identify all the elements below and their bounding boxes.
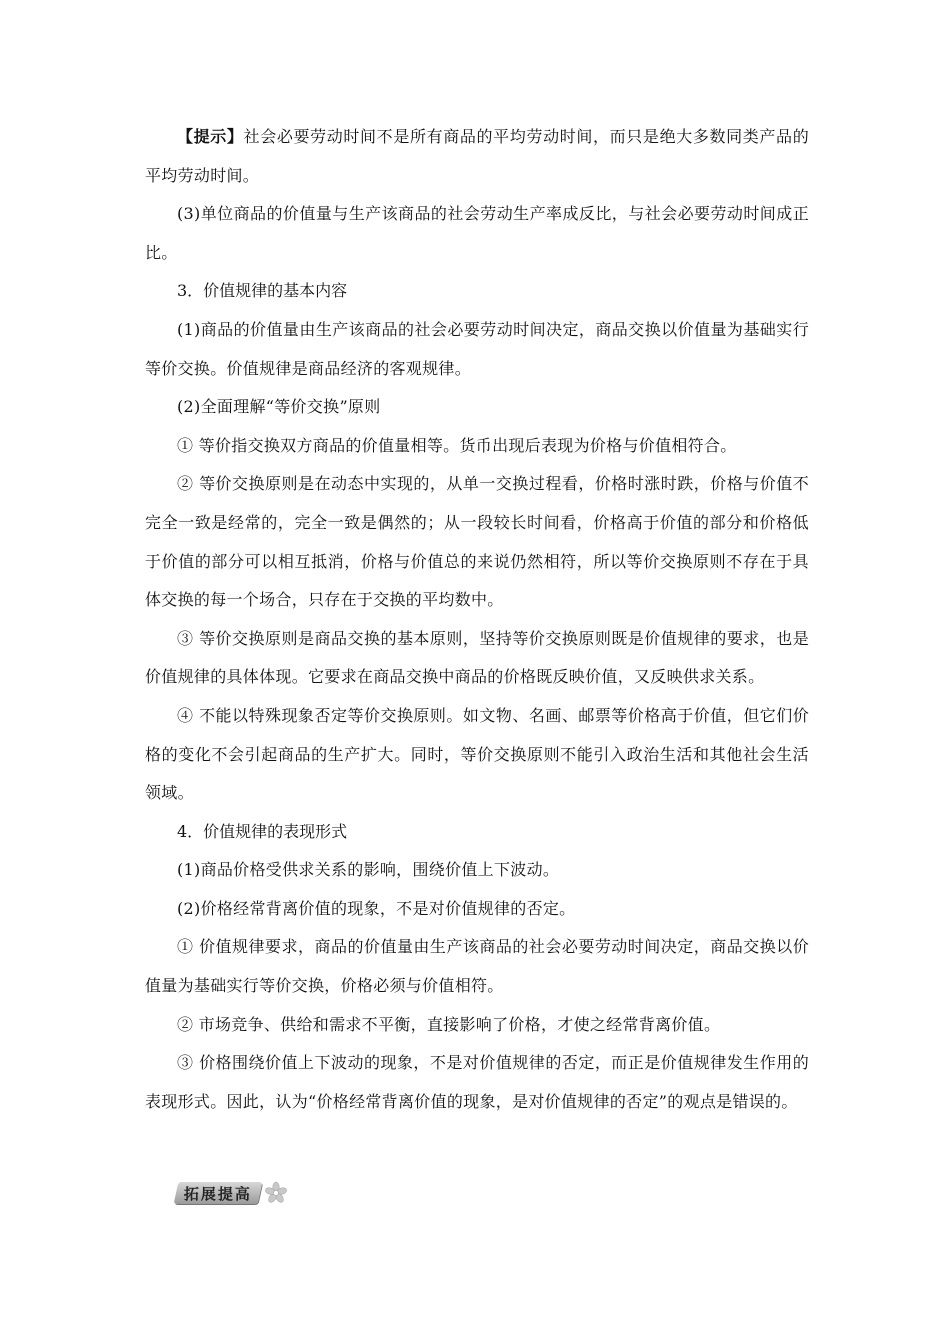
paragraph-4-2-2: ② 市场竞争、供给和需求不平衡，直接影响了价格，才使之经常背离价值。	[177, 1014, 721, 1034]
hint-text: 社会必要劳动时间不是所有商品的平均劳动时间，而只是绝大多数同类产品的平均劳动时间。	[145, 127, 809, 185]
hint-paragraph	[145, 118, 809, 195]
paragraph-4-1: (1)商品价格受供求关系的影响，围绕价值上下波动。	[177, 860, 560, 880]
paragraph-4-2-1: ① 价值规律要求，商品的价值量由生产该商品的社会必要劳动时间决定，商品交换以价值量为基础实行等价交换，价格必须与价值相符。	[145, 937, 809, 996]
paragraph-4-2-3: ③ 价格围绕价值上下波动的现象，不是对价值规律的否定，而正是价值规律发生作用的表现形式。因此，认为“价格经常背离价值的现象，是对价值规律的否定”的观点是错误的。	[145, 1053, 809, 1111]
section-heading-4: 4．价值规律的表现形式	[177, 821, 348, 841]
banner-box	[174, 1182, 263, 1204]
document-body	[145, 118, 809, 1121]
hint-label: 【提示】	[177, 127, 244, 146]
paragraph-3-2-2: ② 等价交换原则是在动态中实现的，从单一交换过程看，价格时涨时跌，价格与价值不完全一致是经常的，完全一致是偶然的；从一段较长时间看，价格高于价值的部分和价格低于价值的部分可以相互抵消，价格与价值总的来说仍然相符，所以等价交换原则不存在于具体交换的每一个场合，只存在于交换的平均数中。	[145, 474, 809, 610]
section-heading-3: 3．价值规律的基本内容	[177, 281, 348, 301]
paragraph-4-2: (2)价格经常背离价值的现象，不是对价值规律的否定。	[177, 898, 576, 918]
flower-icon	[264, 1181, 288, 1205]
paragraph-3: (3)单位商品的价值量与生产该商品的社会劳动生产率成反比，与社会必要劳动时间成正比。	[145, 204, 809, 262]
paragraph-3-2: (2)全面理解“等价交换”原则	[177, 397, 381, 417]
paragraph-3-2-1: ① 等价指交换双方商品的价值量相等。货币出现后表现为价格与价值相符合。	[177, 435, 737, 455]
section-banner	[176, 1181, 288, 1205]
paragraph-3-2-4: ④ 不能以特殊现象否定等价交换原则。如文物、名画、邮票等价格高于价值，但它们价格的变化不会引起商品的生产扩大。同时，等价交换原则不能引入政治生活和其他社会生活领域。	[145, 705, 809, 803]
paragraph-3-2-3: ③ 等价交换原则是商品交换的基本原则，坚持等价交换原则既是价值规律的要求，也是价值规律的具体体现。它要求在商品交换中商品的价格既反映价值，又反映供求关系。	[145, 628, 809, 687]
banner-label: 拓展提高	[184, 1184, 253, 1203]
paragraph-3-1: (1)商品的价值量由生产该商品的社会必要劳动时间决定，商品交换以价值量为基础实行等价交换。价值规律是商品经济的客观规律。	[145, 319, 809, 378]
